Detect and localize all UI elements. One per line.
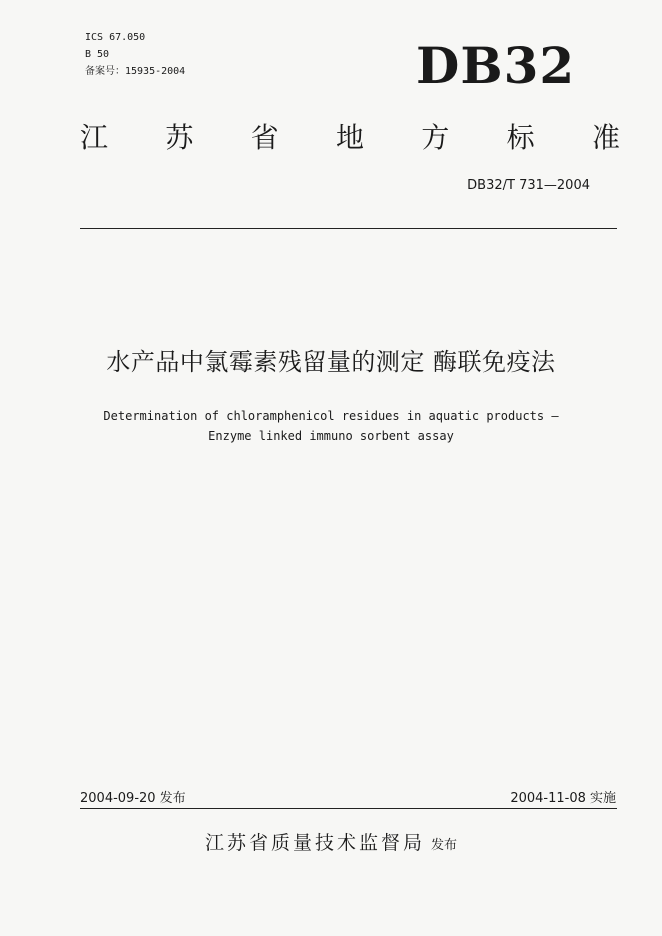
standard-type-char: 江 — [80, 121, 109, 154]
issuing-authority: 江苏省质量技术监督局 — [204, 832, 425, 854]
bottom-divider — [80, 808, 617, 809]
chinese-title: 水产品中氯霉素残留量的测定 酶联免疫法 — [106, 348, 556, 376]
english-title-line-2: Enzyme linked immuno sorbent assay — [208, 429, 454, 443]
db32-logo: DB32 — [416, 36, 576, 95]
standard-type-char: 方 — [421, 121, 450, 154]
standard-type-char: 准 — [591, 121, 620, 154]
ics-code: ICS 67.050 — [85, 32, 146, 43]
standard-type-heading — [80, 118, 620, 158]
implementation-date: 2004-11-08 实施 — [510, 791, 616, 806]
classification-block — [85, 29, 185, 80]
top-divider — [80, 228, 617, 229]
record-number: 备案号：15935-2004 — [85, 66, 186, 77]
standard-type-char: 地 — [335, 121, 364, 154]
standard-type-char: 标 — [506, 121, 535, 154]
standard-number: DB32/T 731—2004 — [467, 178, 590, 193]
english-title-line-1: Determination of chloramphenicol residues in aquatic products — — [103, 409, 559, 423]
ccs-code: B 50 — [85, 49, 110, 60]
issuer-line — [0, 828, 662, 855]
standard-type-char: 苏 — [165, 121, 194, 154]
issue-action: 发布 — [431, 838, 458, 853]
english-title — [0, 406, 662, 446]
standard-type-char: 省 — [250, 121, 279, 154]
issue-date: 2004-09-20 发布 — [80, 791, 186, 806]
